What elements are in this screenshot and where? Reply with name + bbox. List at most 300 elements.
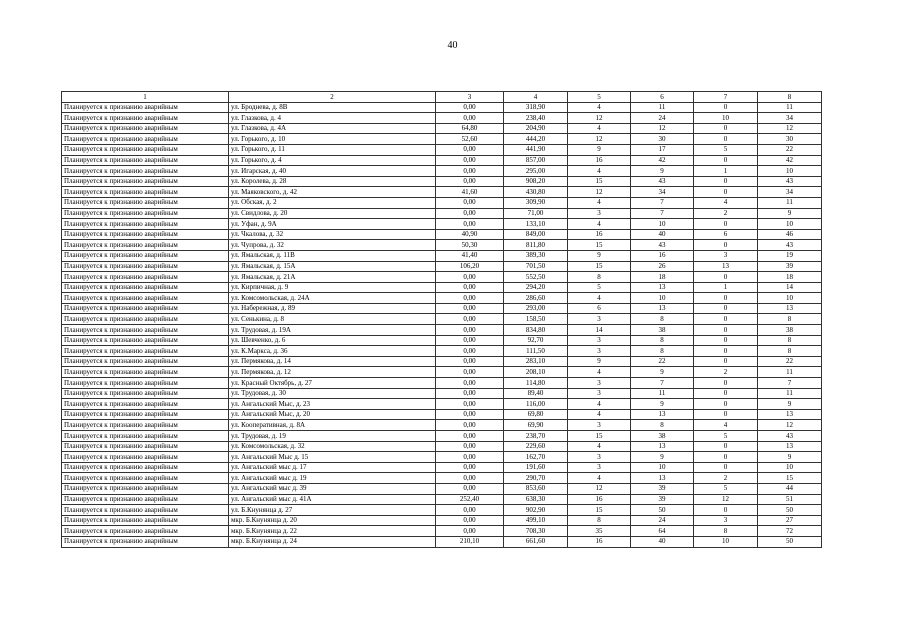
address-cell: ул. Броднева, д. 8В (229, 102, 436, 113)
value-cell: 19 (758, 250, 822, 261)
status-cell: Планируется к признанию аварийным (62, 325, 229, 336)
value-cell: 30 (631, 134, 694, 145)
value-cell: 64 (631, 526, 694, 537)
value-cell: 3 (568, 388, 631, 399)
value-cell: 4 (694, 420, 758, 431)
table-row (62, 123, 822, 134)
address-cell: ул. Ангальский мыс д. 41А (229, 494, 436, 505)
table-row (62, 431, 822, 442)
value-cell: 6 (694, 229, 758, 240)
status-cell: Планируется к признанию аварийным (62, 335, 229, 346)
value-cell: 71,00 (504, 208, 568, 219)
value-cell: 8 (631, 420, 694, 431)
address-cell: ул. Маяковского, д. 42 (229, 187, 436, 198)
value-cell: 50 (758, 536, 822, 547)
value-cell: 10 (631, 293, 694, 304)
value-cell: 64,80 (436, 123, 504, 134)
value-cell: 34 (631, 187, 694, 198)
table-row (62, 452, 822, 463)
address-cell: ул. Трудовая, д. 19А (229, 325, 436, 336)
value-cell: 133,10 (504, 219, 568, 230)
value-cell: 701,50 (504, 261, 568, 272)
value-cell: 92,70 (504, 335, 568, 346)
value-cell: 89,40 (504, 388, 568, 399)
address-cell: ул. Кирпичная, д. 9 (229, 282, 436, 293)
value-cell: 10 (758, 166, 822, 177)
value-cell: 0,00 (436, 197, 504, 208)
table-row (62, 250, 822, 261)
value-cell: 286,60 (504, 293, 568, 304)
address-cell: ул. Шевченко, д. 6 (229, 335, 436, 346)
value-cell: 0 (694, 409, 758, 420)
value-cell: 12 (568, 113, 631, 124)
table-body (62, 102, 822, 547)
value-cell: 283,10 (504, 356, 568, 367)
value-cell: 72 (758, 526, 822, 537)
status-cell: Планируется к признанию аварийным (62, 505, 229, 516)
value-cell: 9 (758, 399, 822, 410)
value-cell: 15 (568, 176, 631, 187)
address-cell: ул. Комсомольская, д. 32 (229, 441, 436, 452)
value-cell: 0,00 (436, 515, 504, 526)
value-cell: 210,10 (436, 536, 504, 547)
status-cell: Планируется к признанию аварийным (62, 399, 229, 410)
value-cell: 9 (568, 250, 631, 261)
value-cell: 0,00 (436, 325, 504, 336)
address-cell: мкр. Б.Кнунянца д. 20 (229, 515, 436, 526)
value-cell: 162,70 (504, 452, 568, 463)
value-cell: 0,00 (436, 505, 504, 516)
value-cell: 0 (694, 356, 758, 367)
status-cell: Планируется к признанию аварийным (62, 240, 229, 251)
value-cell: 0,00 (436, 335, 504, 346)
table-row (62, 229, 822, 240)
value-cell: 1 (694, 166, 758, 177)
value-cell: 0,00 (436, 144, 504, 155)
table-row (62, 134, 822, 145)
value-cell: 4 (568, 166, 631, 177)
column-header: 6 (631, 92, 694, 103)
value-cell: 0 (694, 187, 758, 198)
table-row (62, 335, 822, 346)
address-cell: ул. Трудовая, д. 30 (229, 388, 436, 399)
address-cell: ул. Ямальская, д. 11В (229, 250, 436, 261)
table-row (62, 515, 822, 526)
value-cell: 0,00 (436, 208, 504, 219)
value-cell: 0 (694, 123, 758, 134)
value-cell: 4 (568, 197, 631, 208)
value-cell: 15 (568, 431, 631, 442)
value-cell: 12 (631, 123, 694, 134)
value-cell: 0,00 (436, 441, 504, 452)
value-cell: 0 (694, 293, 758, 304)
value-cell: 15 (568, 505, 631, 516)
status-cell: Планируется к признанию аварийным (62, 409, 229, 420)
value-cell: 10 (758, 219, 822, 230)
value-cell: 40 (631, 536, 694, 547)
value-cell: 43 (758, 176, 822, 187)
value-cell: 14 (568, 325, 631, 336)
value-cell: 158,50 (504, 314, 568, 325)
value-cell: 116,00 (504, 399, 568, 410)
value-cell: 22 (631, 356, 694, 367)
value-cell: 499,10 (504, 515, 568, 526)
value-cell: 5 (694, 431, 758, 442)
value-cell: 0 (694, 325, 758, 336)
value-cell: 0 (694, 505, 758, 516)
value-cell: 3 (568, 378, 631, 389)
value-cell: 4 (568, 293, 631, 304)
status-cell: Планируется к признанию аварийным (62, 261, 229, 272)
address-cell: ул. Игарская, д. 40 (229, 166, 436, 177)
value-cell: 15 (758, 473, 822, 484)
value-cell: 7 (631, 208, 694, 219)
value-cell: 0,00 (436, 452, 504, 463)
column-header: 4 (504, 92, 568, 103)
value-cell: 0,00 (436, 155, 504, 166)
value-cell: 16 (631, 250, 694, 261)
value-cell: 5 (694, 483, 758, 494)
status-cell: Планируется к признанию аварийным (62, 176, 229, 187)
status-cell: Планируется к признанию аварийным (62, 462, 229, 473)
value-cell: 0,00 (436, 420, 504, 431)
value-cell: 16 (568, 536, 631, 547)
value-cell: 0 (694, 314, 758, 325)
value-cell: 191,60 (504, 462, 568, 473)
value-cell: 0,00 (436, 113, 504, 124)
status-cell: Планируется к признанию аварийным (62, 346, 229, 357)
value-cell: 9 (568, 144, 631, 155)
address-cell: ул. Глазкова, д. 4 (229, 113, 436, 124)
value-cell: 3 (568, 208, 631, 219)
address-cell: ул. Набережная, д. 89 (229, 303, 436, 314)
value-cell: 44 (758, 483, 822, 494)
status-cell: Планируется к признанию аварийным (62, 536, 229, 547)
value-cell: 9 (631, 367, 694, 378)
value-cell: 389,30 (504, 250, 568, 261)
status-cell: Планируется к признанию аварийным (62, 155, 229, 166)
value-cell: 0 (694, 176, 758, 187)
value-cell: 12 (568, 187, 631, 198)
address-cell: ул. Ангальский Мыс, д. 23 (229, 399, 436, 410)
value-cell: 39 (631, 494, 694, 505)
value-cell: 41,60 (436, 187, 504, 198)
value-cell: 0 (694, 346, 758, 357)
value-cell: 0,00 (436, 356, 504, 367)
table-row (62, 346, 822, 357)
value-cell: 22 (758, 144, 822, 155)
table-row (62, 176, 822, 187)
value-cell: 552,50 (504, 272, 568, 283)
value-cell: 12 (568, 134, 631, 145)
value-cell: 7 (631, 197, 694, 208)
value-cell: 10 (758, 293, 822, 304)
value-cell: 0,00 (436, 388, 504, 399)
value-cell: 0 (694, 462, 758, 473)
table-row (62, 240, 822, 251)
address-cell: ул. Трудовая, д. 19 (229, 431, 436, 442)
value-cell: 0,00 (436, 526, 504, 537)
address-cell: ул. Ямальская, д. 15А (229, 261, 436, 272)
value-cell: 11 (758, 367, 822, 378)
table-row (62, 483, 822, 494)
table-row (62, 494, 822, 505)
table-row (62, 219, 822, 230)
value-cell: 10 (631, 462, 694, 473)
value-cell: 40 (631, 229, 694, 240)
table-row (62, 420, 822, 431)
value-cell: 853,60 (504, 483, 568, 494)
value-cell: 42 (758, 155, 822, 166)
value-cell: 661,60 (504, 536, 568, 547)
table-row (62, 526, 822, 537)
value-cell: 441,90 (504, 144, 568, 155)
value-cell: 43 (631, 176, 694, 187)
table-row (62, 261, 822, 272)
value-cell: 0 (694, 303, 758, 314)
address-cell: ул. Горького, д. 10 (229, 134, 436, 145)
table-row (62, 367, 822, 378)
address-cell: ул. Глазкова, д. 4А (229, 123, 436, 134)
status-cell: Планируется к признанию аварийным (62, 272, 229, 283)
value-cell: 8 (631, 314, 694, 325)
table-row (62, 325, 822, 336)
table-header-row (62, 92, 822, 103)
value-cell: 3 (568, 452, 631, 463)
value-cell: 13 (631, 441, 694, 452)
value-cell: 0,00 (436, 409, 504, 420)
status-cell: Планируется к признанию аварийным (62, 378, 229, 389)
value-cell: 30 (758, 134, 822, 145)
value-cell: 106,20 (436, 261, 504, 272)
data-table (61, 91, 822, 548)
value-cell: 6 (568, 303, 631, 314)
value-cell: 4 (568, 219, 631, 230)
table-row (62, 113, 822, 124)
value-cell: 17 (631, 144, 694, 155)
value-cell: 204,90 (504, 123, 568, 134)
value-cell: 38 (631, 325, 694, 336)
value-cell: 0,00 (436, 346, 504, 357)
address-cell: ул. Комсомольская, д. 24А (229, 293, 436, 304)
value-cell: 8 (758, 335, 822, 346)
value-cell: 4 (568, 399, 631, 410)
value-cell: 9 (631, 452, 694, 463)
table-row (62, 197, 822, 208)
value-cell: 24 (631, 515, 694, 526)
value-cell: 0,00 (436, 367, 504, 378)
value-cell: 43 (631, 240, 694, 251)
value-cell: 9 (631, 399, 694, 410)
value-cell: 8 (694, 526, 758, 537)
value-cell: 10 (758, 462, 822, 473)
value-cell: 13 (631, 473, 694, 484)
table-row (62, 282, 822, 293)
value-cell: 39 (631, 483, 694, 494)
value-cell: 15 (568, 261, 631, 272)
column-header: 8 (758, 92, 822, 103)
value-cell: 13 (758, 441, 822, 452)
address-cell: ул. Горького, д. 11 (229, 144, 436, 155)
value-cell: 13 (631, 303, 694, 314)
table-row (62, 155, 822, 166)
status-cell: Планируется к признанию аварийным (62, 473, 229, 484)
value-cell: 5 (694, 144, 758, 155)
value-cell: 16 (568, 155, 631, 166)
value-cell: 35 (568, 526, 631, 537)
value-cell: 229,60 (504, 441, 568, 452)
value-cell: 849,00 (504, 229, 568, 240)
value-cell: 3 (694, 515, 758, 526)
value-cell: 0,00 (436, 219, 504, 230)
value-cell: 4 (568, 123, 631, 134)
address-cell: ул. Ангальский мыс д. 17 (229, 462, 436, 473)
status-cell: Планируется к признанию аварийным (62, 187, 229, 198)
value-cell: 13 (631, 409, 694, 420)
table-row (62, 102, 822, 113)
status-cell: Планируется к признанию аварийным (62, 166, 229, 177)
value-cell: 0 (694, 272, 758, 283)
value-cell: 26 (631, 261, 694, 272)
value-cell: 38 (631, 431, 694, 442)
value-cell: 8 (631, 346, 694, 357)
value-cell: 0 (694, 378, 758, 389)
value-cell: 34 (758, 113, 822, 124)
value-cell: 41,40 (436, 250, 504, 261)
value-cell: 69,80 (504, 409, 568, 420)
address-cell: ул. Королева, д. 28 (229, 176, 436, 187)
address-cell: ул. Кооперативная, д. 8А (229, 420, 436, 431)
status-cell: Планируется к признанию аварийным (62, 494, 229, 505)
value-cell: 111,50 (504, 346, 568, 357)
value-cell: 51 (758, 494, 822, 505)
status-cell: Планируется к признанию аварийным (62, 229, 229, 240)
value-cell: 11 (758, 388, 822, 399)
column-header: 5 (568, 92, 631, 103)
value-cell: 0,00 (436, 473, 504, 484)
value-cell: 444,20 (504, 134, 568, 145)
status-cell: Планируется к признанию аварийным (62, 219, 229, 230)
status-cell: Планируется к признанию аварийным (62, 441, 229, 452)
value-cell: 3 (694, 250, 758, 261)
value-cell: 114,80 (504, 378, 568, 389)
column-header: 1 (62, 92, 229, 103)
value-cell: 8 (758, 314, 822, 325)
address-cell: ул. Пермякова, д. 12 (229, 367, 436, 378)
value-cell: 0,00 (436, 399, 504, 410)
value-cell: 0 (694, 399, 758, 410)
value-cell: 0,00 (436, 378, 504, 389)
value-cell: 18 (631, 272, 694, 283)
table-row (62, 378, 822, 389)
value-cell: 290,70 (504, 473, 568, 484)
value-cell: 638,30 (504, 494, 568, 505)
value-cell: 9 (631, 166, 694, 177)
value-cell: 8 (758, 346, 822, 357)
value-cell: 4 (568, 473, 631, 484)
value-cell: 43 (758, 240, 822, 251)
status-cell: Планируется к признанию аварийным (62, 314, 229, 325)
value-cell: 4 (568, 102, 631, 113)
status-cell: Планируется к признанию аварийным (62, 197, 229, 208)
address-cell: мкр. Б.Кнунянца д. 22 (229, 526, 436, 537)
status-cell: Планируется к признанию аварийным (62, 113, 229, 124)
table-row (62, 462, 822, 473)
table-row (62, 272, 822, 283)
value-cell: 0,00 (436, 314, 504, 325)
value-cell: 11 (631, 102, 694, 113)
value-cell: 0,00 (436, 431, 504, 442)
value-cell: 708,30 (504, 526, 568, 537)
value-cell: 0,00 (436, 176, 504, 187)
value-cell: 13 (694, 261, 758, 272)
status-cell: Планируется к признанию аварийным (62, 431, 229, 442)
value-cell: 8 (568, 515, 631, 526)
value-cell: 0 (694, 388, 758, 399)
value-cell: 11 (758, 197, 822, 208)
value-cell: 0 (694, 240, 758, 251)
table-row (62, 409, 822, 420)
status-cell: Планируется к признанию аварийным (62, 356, 229, 367)
status-cell: Планируется к признанию аварийным (62, 208, 229, 219)
value-cell: 9 (758, 452, 822, 463)
value-cell: 13 (631, 282, 694, 293)
value-cell: 7 (631, 378, 694, 389)
status-cell: Планируется к признанию аварийным (62, 293, 229, 304)
address-cell: ул. Ангальский мыс д. 19 (229, 473, 436, 484)
column-header: 2 (229, 92, 436, 103)
status-cell: Планируется к признанию аварийным (62, 388, 229, 399)
value-cell: 0 (694, 452, 758, 463)
value-cell: 3 (568, 462, 631, 473)
value-cell: 42 (631, 155, 694, 166)
table-row (62, 441, 822, 452)
table-row (62, 293, 822, 304)
address-cell: ул. Ангальский Мыс д. 15 (229, 452, 436, 463)
value-cell: 50 (631, 505, 694, 516)
value-cell: 0,00 (436, 272, 504, 283)
table-row (62, 399, 822, 410)
table-row (62, 208, 822, 219)
value-cell: 811,80 (504, 240, 568, 251)
value-cell: 0,00 (436, 102, 504, 113)
value-cell: 39 (758, 261, 822, 272)
value-cell: 0,00 (436, 483, 504, 494)
value-cell: 27 (758, 515, 822, 526)
value-cell: 11 (758, 102, 822, 113)
table-row (62, 187, 822, 198)
value-cell: 3 (568, 420, 631, 431)
status-cell: Планируется к признанию аварийным (62, 123, 229, 134)
status-cell: Планируется к признанию аварийным (62, 515, 229, 526)
address-cell: мкр. Б.Кнунянца д. 24 (229, 536, 436, 547)
address-cell: ул. Пермякова, д. 14 (229, 356, 436, 367)
value-cell: 252,40 (436, 494, 504, 505)
address-cell: ул. Свидлова, д. 20 (229, 208, 436, 219)
value-cell: 10 (694, 113, 758, 124)
table-row (62, 356, 822, 367)
address-cell: ул. Чкалова, д. 32 (229, 229, 436, 240)
address-cell: ул. Чупрова, д. 32 (229, 240, 436, 251)
column-header: 3 (436, 92, 504, 103)
status-cell: Планируется к признанию аварийным (62, 282, 229, 293)
value-cell: 14 (758, 282, 822, 293)
table-row (62, 536, 822, 547)
value-cell: 238,70 (504, 431, 568, 442)
value-cell: 309,90 (504, 197, 568, 208)
table-row (62, 505, 822, 516)
value-cell: 0 (694, 102, 758, 113)
